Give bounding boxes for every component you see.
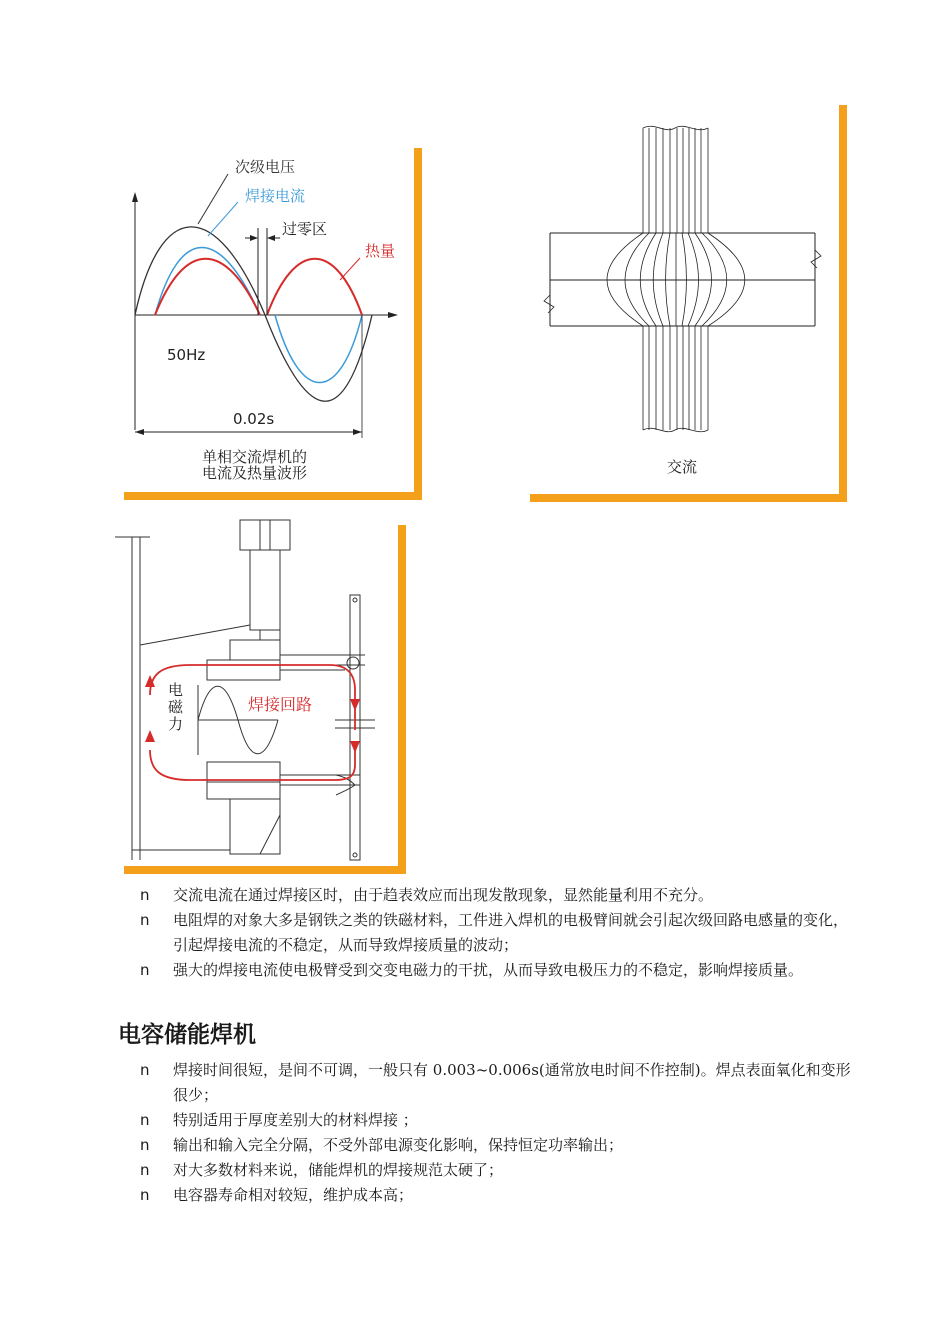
list-item xyxy=(140,1158,860,1183)
list-item xyxy=(140,1108,860,1133)
figure1-caption-line2: 电流及热量波形 xyxy=(202,464,308,482)
secondary-voltage-label: 次级电压 xyxy=(235,158,296,176)
bullet-marker: n xyxy=(140,1061,150,1079)
list-item xyxy=(140,883,860,908)
bullet-marker: n xyxy=(140,1186,150,1204)
bullet-marker: n xyxy=(140,961,150,979)
list-item-text: 焊接时间很短，是间不可调，一般只有 0.003~0.006s(通常放电时间不作控制)。焊点表面氧化和变形很少； xyxy=(173,1061,851,1104)
list-item-text: 特别适用于厚度差别大的材料焊接 ； xyxy=(173,1111,418,1129)
list-item xyxy=(140,1058,860,1108)
em-force-char-2: 磁 xyxy=(168,698,184,716)
heat-label: 热量 xyxy=(365,242,396,260)
figure-welding-loop xyxy=(110,515,420,880)
section-title: 电容储能焊机 xyxy=(118,1022,256,1048)
bullet-marker: n xyxy=(140,911,150,929)
bullet-marker: n xyxy=(140,886,150,904)
welding-current-label: 焊接电流 xyxy=(245,187,306,205)
figure2-caption: 交流 xyxy=(667,458,698,476)
list-item-text: 电阻焊的对象大多是钢铁之类的铁磁材料，工件进入焊机的电极臂间就会引起次级回路电感量的变化，引起焊接电流的不稳定，从而导致焊接质量的波动； xyxy=(173,911,849,954)
list-item xyxy=(140,1183,860,1208)
figure1-caption-line1: 单相交流焊机的 xyxy=(202,448,308,466)
ac-drawbacks-list xyxy=(140,883,860,983)
bullet-marker: n xyxy=(140,1161,150,1179)
bullet-marker: n xyxy=(140,1111,150,1129)
list-item xyxy=(140,1133,860,1158)
figure-ac-waveform xyxy=(110,140,430,510)
welding-loop-label: 焊接回路 xyxy=(248,695,313,714)
list-item xyxy=(140,958,860,983)
capacitor-welder-list xyxy=(140,1058,860,1208)
list-item-text: 对大多数材料来说，储能焊机的焊接规范太硬了； xyxy=(173,1161,504,1179)
list-item xyxy=(140,908,860,958)
figure-ac-current-spread xyxy=(525,100,855,510)
frequency-label: 50Hz xyxy=(167,346,206,364)
zero-crossing-label: 过零区 xyxy=(282,220,328,238)
list-item-text: 交流电流在通过焊接区时，由于趋表效应而出现发散现象，显然能量利用不充分。 xyxy=(173,886,714,904)
period-label: 0.02s xyxy=(233,410,275,428)
list-item-text: 输出和输入完全分隔，不受外部电源变化影响，保持恒定功率输出； xyxy=(173,1136,624,1154)
em-force-char-1: 电 xyxy=(168,681,184,699)
list-item-text: 电容器寿命相对较短，维护成本高； xyxy=(173,1186,414,1204)
list-item-text: 强大的焊接电流使电极臂受到交变电磁力的干扰，从而导致电极压力的不稳定，影响焊接质量。 xyxy=(173,961,804,979)
em-force-char-3: 力 xyxy=(168,715,184,733)
bullet-marker: n xyxy=(140,1136,150,1154)
